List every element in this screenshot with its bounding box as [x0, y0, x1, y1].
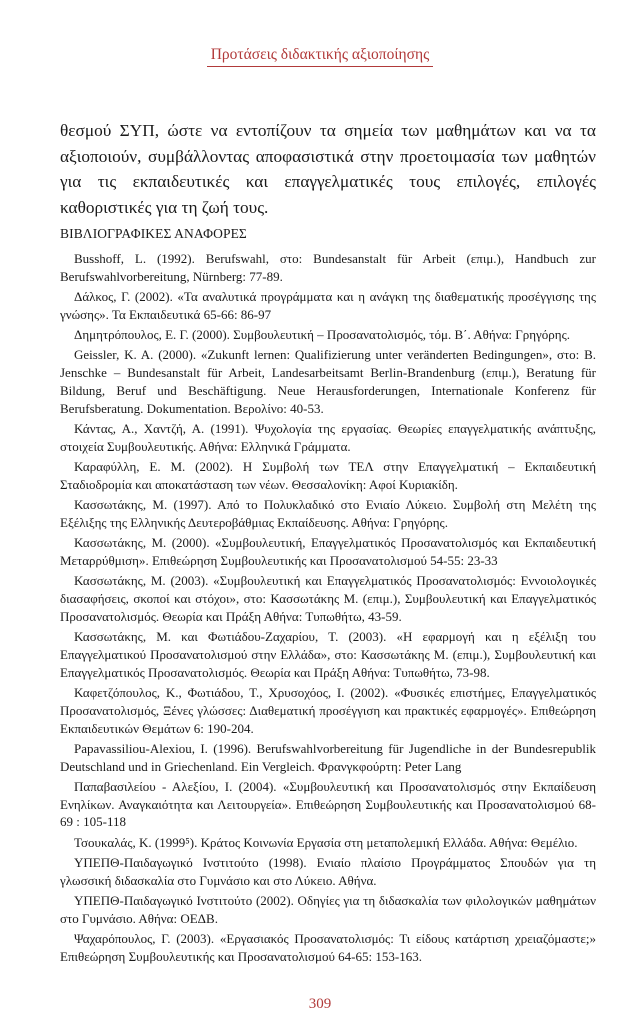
reference-item: Τσουκαλάς, Κ. (1999⁵). Κράτος Κοινωνία Εργασία στη μεταπολεμική Ελλάδα. Αθήνα: Θεμέλιο.: [74, 834, 578, 850]
reference-item: ΥΠΕΠΘ-Παιδαγωγικό Ινστιτούτο (2002). Οδηγίες για τη διδασκαλία των φιλολογικών μαθημάτων στο Γυμνάσιο. Αθήνα: ΟΕΔΒ.: [60, 892, 596, 926]
reference-item: Ψαχαρόπουλος, Γ. (2003). «Εργασιακός Προσανατολισμός: Τι είδους κατάρτιση χρειαζόμαστε;» Επιθεώρηση Συμβουλευτικής και Προσανατολισμού 64-65: 153-163.: [60, 930, 596, 964]
reference-item: Καφετζόπουλος, Κ., Φωτιάδου, Τ., Χρυσοχόος, Ι. (2002). «Φυσικές επιστήμες, Επαγγελματικός Προσανατολισμός, Ξένες γλώσσες: Διαθεματική προσέγγιση και πρακτικές εφαρμογές». Επιθεώρηση Εκπαιδευτικών Θεμάτων 6: 190-204.: [60, 684, 596, 736]
reference-item: Δημητρόπουλος, Ε. Γ. (2000). Συμβουλευτική – Προσανατολισμός, τόμ. Β΄. Αθήνα: Γρηγόρης.: [74, 327, 570, 342]
reference-item: Κασσωτάκης, Μ. (2003). «Συμβουλευτική και Επαγγελματικός Προσανατολισμός: Εννοιολογικές διασαφήσεις, σκοποί και στόχοι», στο: Κασσωτάκης Μ. (επιμ.), Συμβουλευτική και Επαγγελματικός Προσανατολισμός. Θεωρία και Πράξη Αθήνα: Τυπωθήτω, 43-59.: [60, 572, 596, 624]
reference-item: Busshoff, L. (1992). Berufswahl, στο: Bundesanstalt für Arbeit (επιμ.), Handbuch zur Berufswahlvorbereitung, Nürnberg: 77-89.: [60, 251, 596, 284]
reference-item: Κασσωτάκης, Μ. και Φωτιάδου-Ζαχαρίου, Τ. (2003). «Η εφαρμογή και η εξέλιξη του Επαγγελματικού Προσανατολισμού στην Ελλάδα», στο: Κασσωτάκης Μ. (επιμ.), Συμβουλευτική και Επαγγελματικός Προσανατολισμός. Θεωρία και Πράξη Αθήνα: Τυπωθήτω, 73-98.: [60, 628, 596, 680]
running-header: [0, 46, 640, 67]
reference-item: Κασσωτάκης, Μ. (2000). «Συμβουλευτική, Επαγγελματικός Προσανατολισμός και Εκπαιδευτική Μεταρρύθμιση». Επιθεώρηση Συμβουλευτικής και Προσανατολισμού 54-55: 23-33: [60, 534, 596, 568]
reference-item: Κασσωτάκης, Μ. (1997). Από το Πολυκλαδικό στο Ενιαίο Λύκειο. Συμβολή στη Μελέτη της Εξέλιξης της Ελληνικής Δευτεροβάθμιας Εκπαίδευσης. Αθήνα: Γρηγόρης.: [60, 496, 596, 530]
references-section: [60, 226, 596, 968]
reference-item: Κάντας, Α., Χαντζή, Α. (1991). Ψυχολογία της εργασίας. Θεωρίες επαγγελματικής ανάπτυξης, στοιχεία Συμβουλευτικής. Αθήνα: Ελληνικά Γράμματα.: [60, 420, 596, 454]
references-heading: ΒΙΒΛΙΟΓΡΑΦΙΚΕΣ ΑΝΑΦΟΡΕΣ: [60, 226, 247, 241]
reference-item: Geissler, K. A. (2000). «Zukunft lernen: Qualifizierung unter veränderten Bedingungen», στο: B. Jenschke – Bundesanstalt für Arbeit, Landesarbeitsamt Berlin-Brandenburg (επιμ.), Beratung für Bildung, Beruf und Beschäftigung. Neue Herausforderungen, Internationale Konferenz für Berufsberatung. Dokumentation. Βερολίνο: 40-53.: [60, 347, 596, 416]
reference-item: Καραφύλλη, Ε. Μ. (2002). Η Συμβολή των ΤΕΛ στην Επαγγελματική – Εκπαιδευτική Σταδιοδρομία και αποκατάσταση των νέων. Θεσσαλονίκη: Αφοί Κυριακίδη.: [60, 458, 596, 492]
reference-item: Δάλκος, Γ. (2002). «Τα αναλυτικά προγράμματα και η ανάγκη της διαθεματικής προσέγγισης της γνώσης». Τα Εκπαιδευτικά 65-66: 86-97: [60, 289, 596, 322]
body-paragraph: θεσμού ΣΥΠ, ώστε να εντοπίζουν τα σημεία των μαθημάτων και να τα αξιοποιούν, συμβάλλοντας αποφασιστικά στην προετοιμασία των μαθητών για τις εκπαιδευτικές και επαγγελματικές τους επιλογές, επιλογές καθοριστικές για τη ζωή τους.: [60, 121, 596, 217]
reference-list: [60, 250, 596, 965]
reference-item: Παπαβασιλείου - Αλεξίου, Ι. (2004). «Συμβουλευτική και Προσανατολισμός στην Εκπαίδευση Ενηλίκων. Αναγκαιότητα και Λειτουργεία». Επιθεώρηση Συμβουλευτικής και Προσανατολισμού 68-69 : 105-118: [60, 778, 596, 830]
page-number: 309: [308, 996, 332, 1012]
running-header-title: Προτάσεις διδακτικής αξιοποίησης: [207, 46, 434, 67]
reference-item: Papavassiliou-Alexiou, I. (1996). Berufswahlvorbereitung für Jugendliche in der Bundesrepublik Deutschland und in Griechenland. Ein Vergleich. Φρανγκφούρτη: Peter Lang: [60, 740, 596, 774]
reference-item: ΥΠΕΠΘ-Παιδαγωγικό Ινστιτούτο (1998). Ενιαίο πλαίσιο Προγράμματος Σπουδών για τη γλωσσική διδασκαλία στο Γυμνάσιο και στο Λύκειο. Αθήνα.: [60, 854, 596, 888]
